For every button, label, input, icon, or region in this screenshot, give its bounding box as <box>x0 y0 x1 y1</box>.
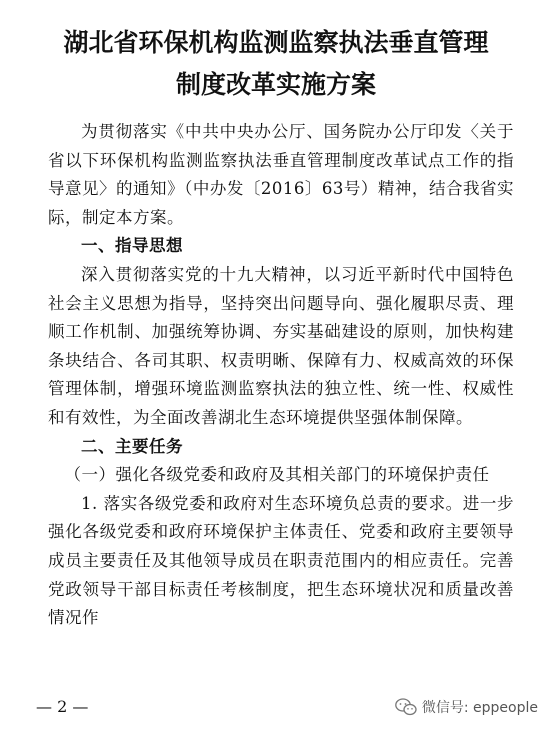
wechat-icon <box>395 698 417 716</box>
page-number: — 2 — <box>36 697 89 716</box>
document-title-line-1: 湖北省环保机构监测监察执法垂直管理 <box>63 28 489 57</box>
document-body <box>48 118 514 633</box>
page-footer <box>0 694 552 724</box>
section-heading-guiding-ideology: 一、指导思想 <box>81 236 183 256</box>
intro-paragraph: 为贯彻落实《中共中央办公厅、国务院办公厅印发〈关于省以下环保机构监测监察执法垂直管理制度改革试点工作的指导意见〉的通知》（中办发〔2016〕63号）精神，结合我省实际，制定本方案。 <box>48 122 514 227</box>
wechat-watermark <box>395 696 538 718</box>
section-heading-main-tasks: 二、主要任务 <box>81 436 183 456</box>
document-title-line-2: 制度改革实施方案 <box>175 70 376 99</box>
guiding-ideology-paragraph: 深入贯彻落实党的十九大精神，以习近平新时代中国特色社会主义思想为指导，坚持突出问题导向、强化履职尽责、理顺工作机制、加强统筹协调、夯实基础建设的原则，加快构建条块结合、各司其职、权责明晰、保障有力、权威高效的环保管理体制，增强环境监测监察执法的独立性、统一性、权威性和有效性，为全面改善湖北生态环境提供坚强体制保障。 <box>48 264 514 427</box>
task-1-paragraph: 1. 落实各级党委和政府对生态环境负总责的要求。进一步强化各级党委和政府环境保护主体责任、党委和政府主要领导成员主要责任及其他领导成员在职责范围内的相应责任。完善党政领导干部目标责任考核制度，把生态环境状况和质量改善情况作 <box>48 493 514 628</box>
watermark-text: 微信号: eppeople <box>421 700 538 716</box>
subsection-heading-responsibility: （一）强化各级党委和政府及其相关部门的环境保护责任 <box>64 465 490 485</box>
